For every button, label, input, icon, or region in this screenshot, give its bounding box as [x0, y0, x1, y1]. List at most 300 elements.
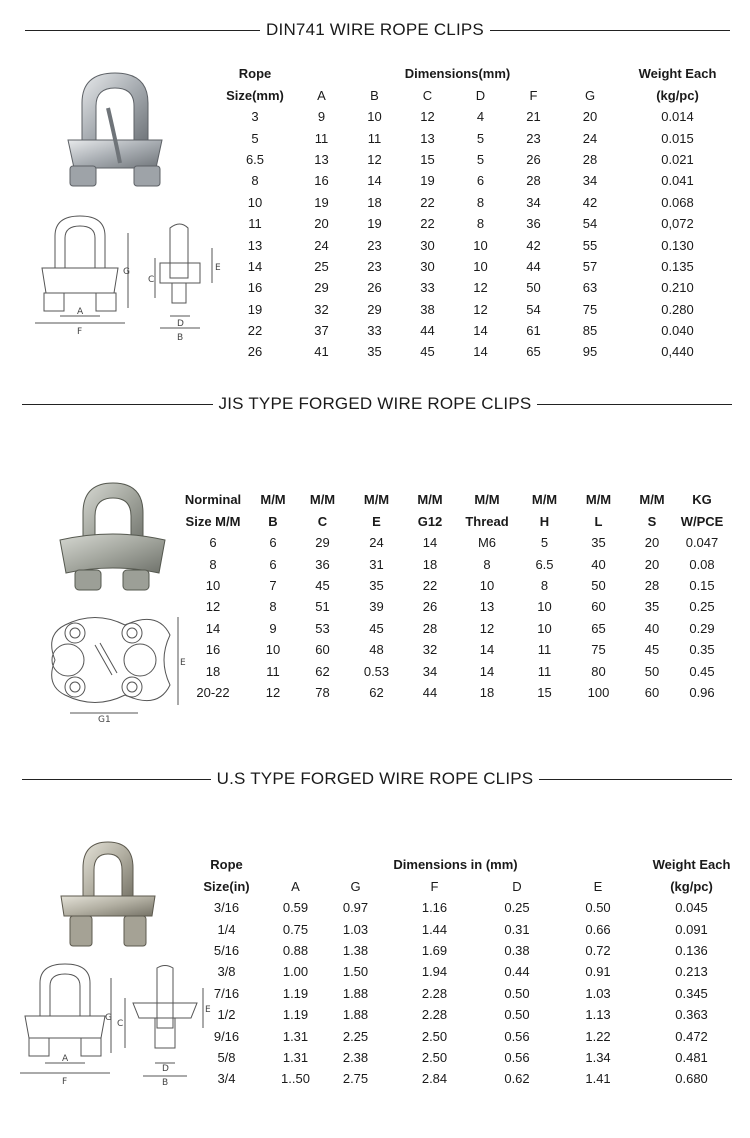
table-cell: 1/2	[217, 1007, 236, 1023]
table-cell: 20-22	[196, 684, 230, 700]
table-cell: 11	[266, 663, 280, 679]
header-size: Size(mm)	[226, 87, 284, 103]
table-cell: 1.31	[282, 1049, 309, 1065]
table-header-row	[185, 853, 740, 875]
table-cell: 0,072	[661, 216, 694, 232]
table-cell: 0.040	[661, 323, 694, 339]
drawing-label-a: A	[62, 1054, 69, 1064]
table-cell: 3/8	[217, 964, 236, 980]
table-cell: 23	[367, 237, 382, 253]
table-cell: 0.021	[661, 151, 694, 167]
table-cell: 10	[205, 577, 221, 593]
table-cell: 50	[644, 663, 660, 679]
table-cell: 33	[367, 323, 382, 339]
table-cell: 7	[269, 577, 277, 593]
table-row	[215, 149, 735, 170]
header-size: Size M/M	[185, 513, 241, 529]
table-cell: 10	[367, 109, 382, 125]
table-cell: 0.25	[689, 599, 715, 615]
header-dimensions: Dimensions(mm)	[404, 65, 511, 81]
table-row	[215, 299, 735, 320]
table-cell: 0.45	[689, 663, 715, 679]
table-cell: 75	[591, 642, 606, 658]
table-cell: 1.69	[421, 942, 448, 958]
table-cell: 22	[247, 323, 263, 339]
table-cell: 8	[483, 556, 491, 572]
table-cell: 2.28	[421, 1007, 448, 1023]
table-cell: 60	[315, 642, 330, 658]
table-cell: 0.38	[504, 942, 530, 958]
table-cell: 8	[251, 173, 259, 189]
us-spec-table	[185, 853, 740, 1090]
table-cell: 35	[591, 535, 606, 551]
header-s: S	[647, 513, 657, 529]
header-g12: G12	[417, 513, 443, 529]
drawing-label-c: C	[148, 275, 155, 285]
table-cell: 12	[420, 109, 435, 125]
table-cell: 63	[582, 280, 598, 296]
table-cell: 8	[209, 556, 217, 572]
table-cell: 23	[526, 130, 541, 146]
table-cell: 1.19	[282, 1007, 309, 1023]
drawing-label-g: G	[105, 1013, 112, 1023]
table-cell: 35	[369, 577, 384, 593]
jis-spec-table	[180, 488, 730, 703]
table-cell: 8	[476, 194, 485, 210]
header-nominal: Norminal	[184, 491, 242, 507]
table-cell: 1..50	[281, 1071, 310, 1087]
header-a: A	[317, 87, 326, 103]
table-cell: 16	[205, 642, 221, 658]
header-unit-h: M/M	[531, 491, 558, 507]
header-kgpc: (kg/pc)	[670, 878, 713, 894]
table-row	[180, 553, 730, 574]
table-cell: 10	[479, 577, 495, 593]
table-cell: 1.44	[421, 921, 448, 937]
table-row	[215, 106, 735, 127]
din-clip-drawing	[30, 208, 225, 348]
table-cell: 9/16	[213, 1028, 240, 1044]
table-row	[180, 532, 730, 553]
table-cell: 0.015	[661, 130, 694, 146]
drawing-label-a: A	[77, 307, 84, 317]
header-unit-s: M/M	[639, 491, 665, 507]
drawing-label-e: E	[180, 658, 186, 668]
header-weight: Weight Each	[638, 65, 717, 81]
table-cell: 36	[315, 556, 330, 572]
table-cell: 25	[314, 258, 329, 274]
table-cell: 29	[315, 535, 330, 551]
table-cell: 4	[476, 109, 485, 125]
table-row	[180, 682, 730, 703]
table-cell: 0.56	[504, 1028, 530, 1044]
table-cell: 41	[314, 344, 329, 360]
table-cell: 14	[422, 535, 438, 551]
table-row	[215, 127, 735, 148]
header-a: A	[291, 878, 300, 894]
table-cell: 0.66	[585, 921, 611, 937]
header-unit-l: M/M	[585, 491, 612, 507]
table-cell: 11	[248, 216, 262, 232]
table-cell: 1/4	[217, 921, 236, 937]
table-cell: 7/16	[213, 985, 240, 1001]
table-cell: 26	[422, 599, 438, 615]
table-cell: 13	[247, 237, 263, 253]
table-cell: 19	[247, 301, 263, 317]
table-cell: 0.135	[661, 258, 694, 274]
table-cell: 29	[367, 301, 382, 317]
header-unit-b: M/M	[260, 491, 286, 507]
table-cell: 0.680	[675, 1071, 708, 1087]
table-cell: 30	[420, 258, 435, 274]
table-cell: 21	[526, 109, 541, 125]
table-cell: 0.53	[363, 663, 390, 679]
table-cell: 55	[582, 237, 598, 253]
table-cell: 0.25	[504, 900, 530, 916]
table-cell: 0.213	[675, 964, 708, 980]
table-cell: 50	[591, 577, 606, 593]
section-jis-title: JIS TYPE FORGED WIRE ROPE CLIPS	[0, 389, 750, 419]
header-unit-e: M/M	[363, 491, 390, 507]
table-cell: 12	[479, 620, 495, 636]
table-cell: 14	[205, 620, 221, 636]
table-cell: 0.091	[675, 921, 708, 937]
table-cell: 28	[422, 620, 438, 636]
table-row	[185, 940, 740, 961]
table-cell: 6.5	[245, 151, 265, 167]
table-row	[185, 918, 740, 939]
drawing-label-f: F	[77, 327, 83, 337]
header-f: F	[430, 878, 439, 894]
table-cell: 34	[582, 173, 598, 189]
table-cell: 20	[314, 216, 329, 232]
table-cell: 1.88	[342, 1007, 369, 1023]
table-cell: 28	[582, 151, 598, 167]
table-cell: 26	[247, 344, 263, 360]
table-cell: 28	[644, 577, 660, 593]
jis-clip-drawing	[40, 605, 190, 723]
table-cell: 18	[479, 684, 495, 700]
drawing-label-g1: G1	[98, 715, 111, 723]
header-g: G	[350, 878, 361, 894]
table-cell: 6.5	[535, 556, 554, 572]
table-cell: 44	[420, 323, 435, 339]
table-cell: 0.130	[661, 237, 694, 253]
table-cell: 26	[367, 280, 382, 296]
table-cell: 0.31	[504, 921, 530, 937]
table-cell: 12	[367, 151, 382, 167]
table-cell: 65	[591, 620, 606, 636]
table-cell: 1.50	[342, 964, 369, 980]
table-cell: 30	[420, 237, 435, 253]
table-cell: 42	[526, 237, 541, 253]
drawing-label-e: E	[215, 263, 221, 273]
header-f: F	[529, 87, 538, 103]
table-cell: 0.50	[585, 900, 611, 916]
table-cell: 38	[420, 301, 435, 317]
table-row	[180, 596, 730, 617]
table-cell: 0.08	[689, 556, 715, 572]
table-cell: 10	[473, 258, 488, 274]
header-rope: Rope	[238, 65, 272, 81]
table-cell: 57	[582, 258, 598, 274]
table-cell: 12	[205, 599, 221, 615]
table-cell: 80	[591, 663, 606, 679]
table-cell: 28	[526, 173, 541, 189]
table-cell: 54	[526, 301, 541, 317]
table-cell: 3	[251, 109, 259, 125]
table-row	[215, 277, 735, 298]
table-cell: 5	[476, 130, 485, 146]
table-cell: 10	[473, 237, 488, 253]
table-cell: 34	[526, 194, 541, 210]
drawing-label-b: B	[162, 1078, 169, 1088]
table-row	[185, 1004, 740, 1025]
drawing-label-f: F	[62, 1077, 68, 1087]
table-cell: 2.25	[342, 1028, 369, 1044]
table-cell: 78	[315, 684, 330, 700]
table-cell: 9	[317, 109, 326, 125]
table-cell: 6	[269, 535, 277, 551]
header-e: E	[593, 878, 603, 894]
table-cell: 1.00	[282, 964, 309, 980]
table-cell: 11	[537, 642, 552, 658]
table-cell: 54	[582, 216, 598, 232]
table-cell: 0.136	[675, 942, 708, 958]
header-h: H	[539, 513, 550, 529]
table-cell: 45	[420, 344, 435, 360]
table-cell: 0.280	[661, 301, 694, 317]
table-cell: 11	[537, 663, 552, 679]
table-cell: 1.03	[585, 985, 611, 1001]
table-row	[185, 961, 740, 982]
table-cell: 35	[367, 344, 382, 360]
table-cell: M6	[477, 535, 497, 551]
table-cell: 20	[582, 109, 598, 125]
header-unit-kg: KG	[692, 491, 712, 507]
table-cell: 50	[526, 280, 541, 296]
header-c: C	[422, 87, 433, 103]
table-cell: 39	[369, 599, 384, 615]
table-cell: 53	[315, 620, 330, 636]
table-cell: 1.31	[282, 1028, 309, 1044]
table-cell: 34	[422, 663, 438, 679]
header-d: D	[512, 878, 522, 894]
header-rope: Rope	[210, 856, 243, 872]
header-unit-g12: M/M	[417, 491, 443, 507]
table-cell: 1.03	[342, 921, 369, 937]
table-cell: 2.50	[421, 1028, 448, 1044]
table-row	[180, 660, 730, 681]
header-g: G	[584, 87, 596, 103]
table-cell: 10	[537, 620, 552, 636]
drawing-label-d: D	[162, 1064, 169, 1074]
table-cell: 19	[367, 216, 382, 232]
table-cell: 11	[314, 130, 329, 146]
table-row	[215, 256, 735, 277]
header-b: B	[268, 513, 278, 529]
table-cell: 60	[591, 599, 606, 615]
header-e: E	[372, 513, 381, 529]
table-cell: 0.014	[661, 109, 694, 125]
table-cell: 0.481	[675, 1049, 708, 1065]
table-cell: 16	[314, 173, 329, 189]
table-cell: 5	[251, 130, 259, 146]
table-row	[185, 1047, 740, 1068]
table-cell: 0.56	[504, 1049, 530, 1065]
table-cell: 35	[644, 599, 660, 615]
section-din-title-bar	[0, 15, 750, 45]
header-d: D	[475, 87, 486, 103]
table-cell: 11	[367, 130, 382, 146]
table-cell: 2.75	[342, 1071, 369, 1087]
table-header-row	[180, 488, 730, 510]
table-row	[215, 320, 735, 341]
table-cell: 8	[476, 216, 485, 232]
drawing-label-d: D	[177, 319, 184, 329]
table-cell: 12	[473, 301, 488, 317]
header-wpce: W/PCE	[680, 513, 724, 529]
table-cell: 23	[367, 258, 382, 274]
table-cell: 14	[367, 173, 382, 189]
header-size: Size(in)	[203, 878, 250, 894]
section-jis-title-bar	[0, 389, 750, 419]
table-cell: 1.88	[342, 985, 369, 1001]
table-row	[215, 213, 735, 234]
table-cell: 10	[247, 194, 263, 210]
table-cell: 1.16	[421, 900, 448, 916]
table-cell: 13	[314, 151, 329, 167]
table-row	[185, 983, 740, 1004]
table-cell: 0.29	[689, 620, 715, 636]
table-cell: 0.62	[504, 1071, 530, 1087]
table-cell: 2.28	[421, 985, 448, 1001]
table-row	[215, 341, 735, 362]
table-cell: 0.15	[689, 577, 715, 593]
table-row	[180, 618, 730, 639]
table-cell: 9	[269, 620, 277, 636]
table-cell: 45	[315, 577, 330, 593]
header-dimensions: Dimensions in (mm)	[393, 856, 518, 872]
table-cell: 44	[422, 684, 438, 700]
table-cell: 95	[582, 344, 598, 360]
table-row	[215, 234, 735, 255]
table-cell: 8	[540, 577, 549, 593]
table-cell: 1.22	[585, 1028, 611, 1044]
table-cell: 5/8	[217, 1049, 236, 1065]
table-cell: 0.91	[585, 964, 611, 980]
table-cell: 0.472	[675, 1028, 708, 1044]
table-cell: 19	[420, 173, 435, 189]
table-cell: 0.50	[504, 985, 530, 1001]
table-cell: 22	[422, 577, 438, 593]
table-cell: 0.96	[689, 684, 715, 700]
table-subheader-row	[180, 510, 730, 532]
table-cell: 100	[587, 684, 610, 700]
table-cell: 0.363	[675, 1007, 708, 1023]
table-cell: 0.045	[675, 900, 708, 916]
table-cell: 60	[644, 684, 660, 700]
us-clip-photo	[58, 838, 158, 953]
table-cell: 1.34	[585, 1049, 611, 1065]
table-cell: 5	[476, 151, 485, 167]
table-cell: 26	[526, 151, 541, 167]
table-cell: 12	[265, 684, 281, 700]
table-cell: 20	[644, 556, 660, 572]
header-kgpc: (kg/pc)	[656, 87, 699, 103]
table-cell: 2.84	[421, 1071, 448, 1087]
table-cell: 14	[473, 344, 488, 360]
table-cell: 1.41	[585, 1071, 611, 1087]
table-cell: 6	[269, 556, 277, 572]
table-cell: 40	[644, 620, 660, 636]
table-cell: 0.35	[689, 642, 715, 658]
din-clip-photo	[60, 68, 170, 193]
table-row	[185, 1068, 740, 1089]
table-cell: 12	[473, 280, 488, 296]
table-cell: 15	[537, 684, 552, 700]
table-cell: 33	[420, 280, 435, 296]
table-subheader-row	[215, 84, 735, 106]
table-cell: 31	[369, 556, 384, 572]
table-cell: 18	[422, 556, 438, 572]
drawing-label-b: B	[177, 333, 184, 343]
table-row	[215, 170, 735, 191]
table-cell: 45	[644, 642, 660, 658]
table-cell: 0.72	[585, 942, 611, 958]
table-cell: 24	[582, 130, 598, 146]
table-row	[180, 575, 730, 596]
table-cell: 0.97	[342, 900, 369, 916]
table-cell: 19	[314, 194, 329, 210]
table-cell: 14	[473, 323, 488, 339]
table-row	[215, 192, 735, 213]
table-cell: 1.38	[342, 942, 369, 958]
table-row	[185, 897, 740, 918]
table-cell: 61	[526, 323, 541, 339]
section-us-title: U.S TYPE FORGED WIRE ROPE CLIPS	[0, 764, 750, 794]
table-cell: 0.345	[675, 985, 708, 1001]
table-cell: 0.047	[685, 535, 719, 551]
table-cell: 20	[644, 535, 660, 551]
table-cell: 1.13	[585, 1007, 611, 1023]
table-cell: 29	[314, 280, 329, 296]
table-cell: 1.19	[282, 985, 309, 1001]
table-cell: 85	[582, 323, 598, 339]
table-cell: 0.59	[282, 900, 309, 916]
table-cell: 13	[479, 599, 495, 615]
header-c: C	[317, 513, 328, 529]
table-cell: 8	[269, 599, 277, 615]
table-cell: 62	[369, 684, 384, 700]
table-cell: 22	[420, 216, 435, 232]
table-cell: 0.44	[504, 964, 530, 980]
table-cell: 2.38	[342, 1049, 369, 1065]
table-cell: 18	[367, 194, 382, 210]
drawing-label-c: C	[117, 1019, 124, 1029]
header-thread: Thread	[465, 513, 509, 529]
table-cell: 37	[314, 323, 329, 339]
table-cell: 48	[369, 642, 384, 658]
table-cell: 14	[247, 258, 263, 274]
table-cell: 36	[526, 216, 541, 232]
table-cell: 51	[315, 599, 330, 615]
table-cell: 0.75	[282, 921, 309, 937]
table-cell: 15	[420, 151, 435, 167]
table-cell: 5	[540, 535, 549, 551]
header-weight: Weight Each	[652, 856, 731, 872]
table-cell: 45	[369, 620, 384, 636]
